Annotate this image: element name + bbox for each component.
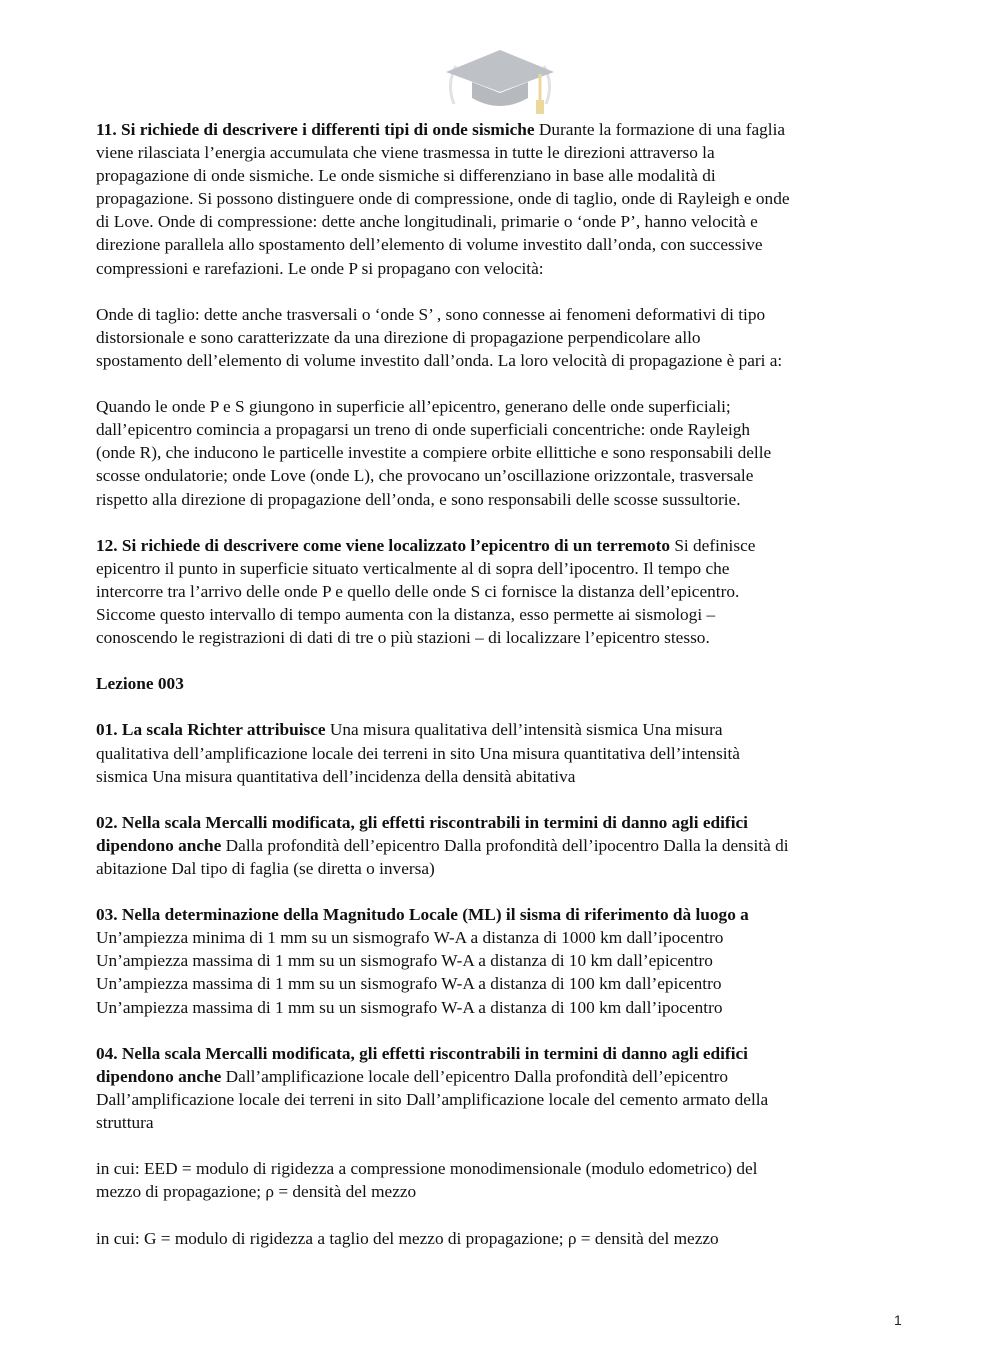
- question-12-answer-line: epicentro il punto in superficie situato verticalmente al di sopra dell’ipocentro. Il tempo che: [96, 558, 730, 578]
- answer-line: abitazione Dal tipo di faglia (se diretta o inversa): [96, 859, 435, 878]
- answer-line: struttura: [96, 1113, 154, 1133]
- question-12-answer-line: intercorre tra l’arrivo delle onde P e quello delle onde S ci fornisce la distanza dell’epicentro.: [96, 581, 740, 601]
- question-12-answer-line: Si definisce: [674, 535, 756, 555]
- lesson-question-02-second-line: [96, 834, 911, 857]
- footnote-line: in cui: EED = modulo di rigidezza a compressione monodimensionale (modulo edometrico) del: [96, 1159, 758, 1179]
- question-11-answer-line: compressioni e rarefazioni. Le onde P si propagano con velocità:: [96, 258, 544, 278]
- question-11: [96, 118, 911, 280]
- lesson-question-02-title: 02. Nella scala Mercalli modificata, gli effetti riscontrabili in termini di danno agli edifici: [96, 812, 748, 832]
- lesson-question-01: [96, 718, 911, 787]
- lesson-question-04-second-line: [96, 1065, 911, 1088]
- lesson-question-04-title: 04. Nella scala Mercalli modificata, gli effetti riscontrabili in termini di danno agli edifici: [96, 1043, 748, 1063]
- question-12-answer-line: Siccome questo intervallo di tempo aumenta con la distanza, esso permette ai sismologi –: [96, 604, 716, 624]
- lesson-question-02: [96, 811, 911, 880]
- surface-waves-paragraph: [96, 395, 911, 510]
- answer-line: qualitativa dell’amplificazione locale dei terreni in sito Una misura quantitativa dell’intensità: [96, 743, 740, 763]
- question-11-answer-line: propagazione di onde sismiche. Le onde sismiche si differenziano in base alle modalità di: [96, 166, 716, 186]
- answer-line: Un’ampiezza massima di 1 mm su un sismografo W-A a distanza di 100 km dall’epicentro: [96, 974, 722, 994]
- footnote-line: in cui: G = modulo di rigidezza a taglio del mezzo di propagazione; ρ = densità del mezzo: [96, 1228, 719, 1248]
- paragraph-line: (onde R), che inducono le particelle investite a compiere orbite ellittiche e sono responsabili delle: [96, 443, 772, 463]
- lesson-question-01-title: 01. La scala Richter attribuisce: [96, 720, 326, 740]
- lesson-question-03-title: 03. Nella determinazione della Magnitudo Locale (ML) il sisma di riferimento dà luogo a: [96, 905, 749, 925]
- question-12-first-line: [96, 534, 911, 557]
- paragraph-line: Quando le onde P e S giungono in superficie all’epicentro, generano delle onde superficiali;: [96, 397, 731, 417]
- question-11-title: 11. Si richiede di descrivere i differenti tipi di onde sismiche: [96, 120, 535, 139]
- document-body: [96, 118, 911, 1273]
- question-11-answer-line: di Love. Onde di compressione: dette anche longitudinali, primarie o ‘onde P’, hanno velocità e: [96, 212, 758, 232]
- paragraph-line: rispetto alla direzione di propagazione dell’onda, e sono responsabili delle scosse sussultorie.: [96, 489, 741, 509]
- answer-line: Una misura qualitativa dell’intensità sismica Una misura: [329, 720, 723, 740]
- lesson-question-02-title-end: dipendono anche: [96, 835, 222, 855]
- page-number: 1: [894, 1312, 902, 1328]
- answer-line: Un’ampiezza massima di 1 mm su un sismografo W-A a distanza di 100 km dall’ipocentro: [96, 997, 723, 1017]
- lesson-question-04-title-end: dipendono anche: [96, 1066, 222, 1086]
- lesson-heading: Lezione 003: [96, 674, 184, 694]
- question-12-title: 12. Si richiede di descrivere come viene localizzato l’epicentro di un terremoto: [96, 535, 670, 555]
- question-12-answer-line: conoscendo le registrazioni di dati di tre o più stazioni – di localizzare l’epicentro stesso.: [96, 628, 710, 648]
- lesson-question-04: [96, 1042, 911, 1134]
- shear-waves-paragraph: [96, 303, 911, 372]
- question-11-answer-line: Durante la formazione di una faglia: [538, 120, 786, 139]
- answer-line: Un’ampiezza minima di 1 mm su un sismografo W-A a distanza di 1000 km dall’ipocentro: [96, 928, 724, 948]
- question-12: [96, 534, 911, 649]
- paragraph-line: dall’epicentro comincia a propagarsi un treno di onde superficiali concentriche: onde Rayleigh: [96, 420, 751, 440]
- question-11-answer-line: direzione parallela allo spostamento dell’elemento di volume investito dall’onda, con successive: [96, 235, 763, 255]
- footnote-g: [96, 1227, 911, 1250]
- footnote-eed: [96, 1157, 911, 1203]
- answer-line: Dall’amplificazione locale dell’epicentro Dalla profondità dell’epicentro: [225, 1066, 729, 1086]
- answer-line: Dall’amplificazione locale dei terreni in sito Dall’amplificazione locale del cemento armato della: [96, 1089, 769, 1109]
- graduation-cap-icon: [442, 44, 558, 124]
- question-11-first-line: [96, 118, 911, 141]
- lesson-question-01-first-line: [96, 718, 911, 741]
- paragraph-line: Onde di taglio: dette anche trasversali o ‘onde S’ , sono connesse ai fenomeni deformativi di tipo: [96, 304, 766, 324]
- answer-line: Un’ampiezza massima di 1 mm su un sismografo W-A a distanza di 10 km dall’epicentro: [96, 951, 713, 971]
- paragraph-line: scosse ondulatorie; onde Love (onde L), che provocano un’oscillazione orizzontale, trasversale: [96, 466, 754, 486]
- answer-line: sismica Una misura quantitativa dell’incidenza della densità abitativa: [96, 766, 576, 786]
- footnote-line: mezzo di propagazione; ρ = densità del mezzo: [96, 1182, 417, 1202]
- question-11-answer-line: viene rilasciata l’energia accumulata che viene trasmessa in tutte le direzioni attraverso la: [96, 143, 715, 163]
- paragraph-line: distorsionale e sono caratterizzate da una direzione di propagazione perpendicolare allo: [96, 327, 701, 347]
- paragraph-line: spostamento dell’elemento di volume investito dall’onda. La loro velocità di propagazione è pari a:: [96, 350, 783, 370]
- answer-line: Dalla profondità dell’epicentro Dalla profondità dell’ipocentro Dalla la densità di: [225, 835, 789, 855]
- question-11-answer-line: propagazione. Si possono distinguere onde di compressione, onde di taglio, onde di Rayleigh e onde: [96, 189, 790, 209]
- lesson-question-03: [96, 903, 911, 1018]
